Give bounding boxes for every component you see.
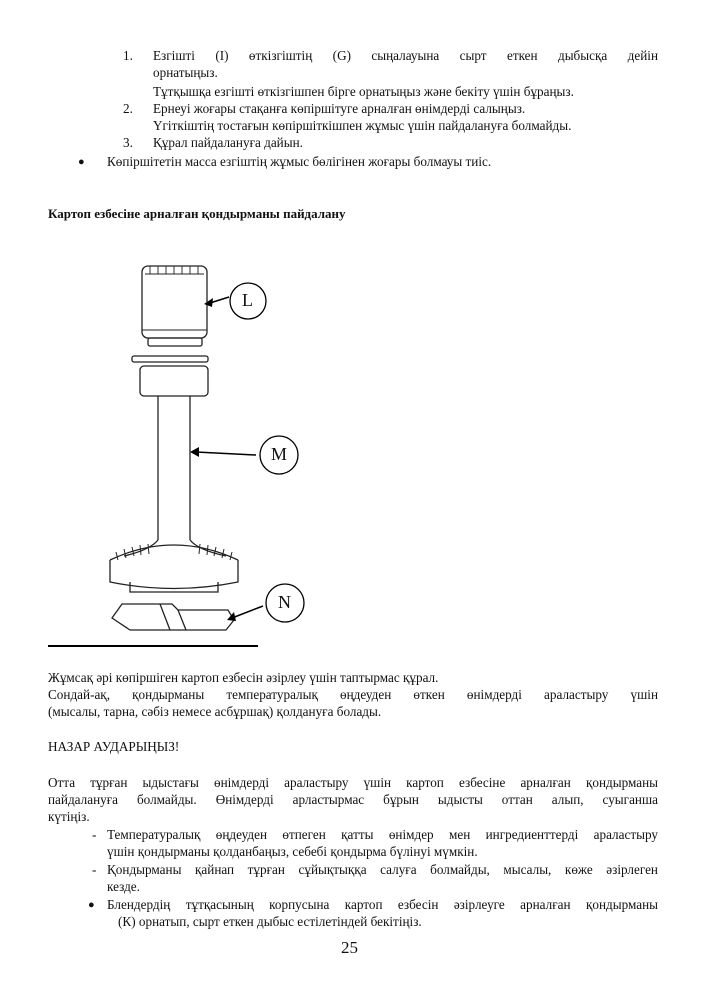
blade-part — [112, 604, 234, 630]
separator-rule — [48, 645, 258, 647]
description-line-3: (мысалы, тарна, сәбіз немесе асбұршақ) қолдануға болады. — [48, 704, 382, 719]
dash-marker: - — [92, 862, 97, 877]
bullet-line: Көпіршітетін масса езгіштің жұмыс бөлігінен жоғары болмауы тиіс. — [107, 154, 492, 169]
step-1-number: 1. — [123, 48, 133, 63]
note-3-line-1: Блендердің тұтқасының корпусына картоп езбесін әзірлеуге арналған қондырманы — [107, 897, 658, 912]
note-1-line-2: үшін қондырманы қолданбаңыз, себебі қондырма бүлінуі мүмкін. — [107, 844, 478, 859]
step-1-line-3: Тұтқышқа езгішті өткізгішпен бірге орнатыңыз және бекіту үшін бұраңыз. — [153, 84, 574, 99]
shaft-part — [110, 366, 238, 592]
note-2-line-2: кезде. — [107, 879, 140, 894]
note-2-line-1: Қондырманы қайнап тұрған сұйықтыққа салуға болмайды, мысалы, көже әзірлеген — [107, 862, 658, 877]
warning-heading: НАЗАР АУДАРЫҢЫЗ! — [48, 739, 180, 754]
step-2-number: 2. — [123, 101, 133, 116]
step-2-line-2: Үгіткіштің тостағын көпіршіткішпен жұмыс үшін пайдалануға болмайды. — [153, 118, 572, 133]
callout-label-n: N — [278, 592, 291, 612]
dash-marker: - — [92, 827, 97, 842]
masher-cup-part — [142, 266, 207, 346]
warning-line-2: пайдалануға болмайды. Өнімдерді арластырмас бұрын ыдысты оттан алып, суыганша — [48, 792, 658, 807]
note-1-line-1: Температуралық өңдеуден өтпеген қатты өнімдер мен ингредиенттерді араластыру — [107, 827, 658, 842]
step-1-line-1: Езгішті (I) өткізгіштің (G) сыңалауына сырт еткен дыбысқа дейін — [153, 48, 658, 63]
step-3-number: 3. — [123, 135, 133, 150]
warning-line-1: Отта тұрған ыдыстағы өнімдерді араластыру үшін картоп езбесіне арналған қондырманы — [48, 775, 658, 790]
step-2-line-1: Ернеуі жоғары стақанға көпіршітуге арналған өнімдерді салыңыз. — [153, 101, 526, 116]
description-line-2: Сондай-ақ, қондырманы температуралық өңдеуден өткен өнімдерді араластыру үшін — [48, 687, 658, 702]
bullet-icon: ● — [78, 156, 85, 168]
callout-label-l: L — [242, 290, 253, 310]
bullet-icon: ● — [88, 899, 95, 911]
description-line-1: Жұмсақ әрі көпіршіген картоп езбесін әзірлеу үшін таптырмас құрал. — [48, 670, 439, 685]
step-3-line-1: Құрал пайдалануға дайын. — [153, 135, 303, 150]
step-1-line-2: орнатыңыз. — [153, 65, 218, 80]
section-heading: Картоп езбесіне арналған қондырманы пайдалану — [48, 206, 346, 221]
warning-line-3: күтіңіз. — [48, 809, 90, 824]
callout-label-m: M — [271, 444, 288, 464]
note-3-line-2: (К) орнатып, сырт еткен дыбыс естілетіндей бекітіңіз. — [118, 914, 422, 929]
page-number: 25 — [341, 938, 358, 957]
